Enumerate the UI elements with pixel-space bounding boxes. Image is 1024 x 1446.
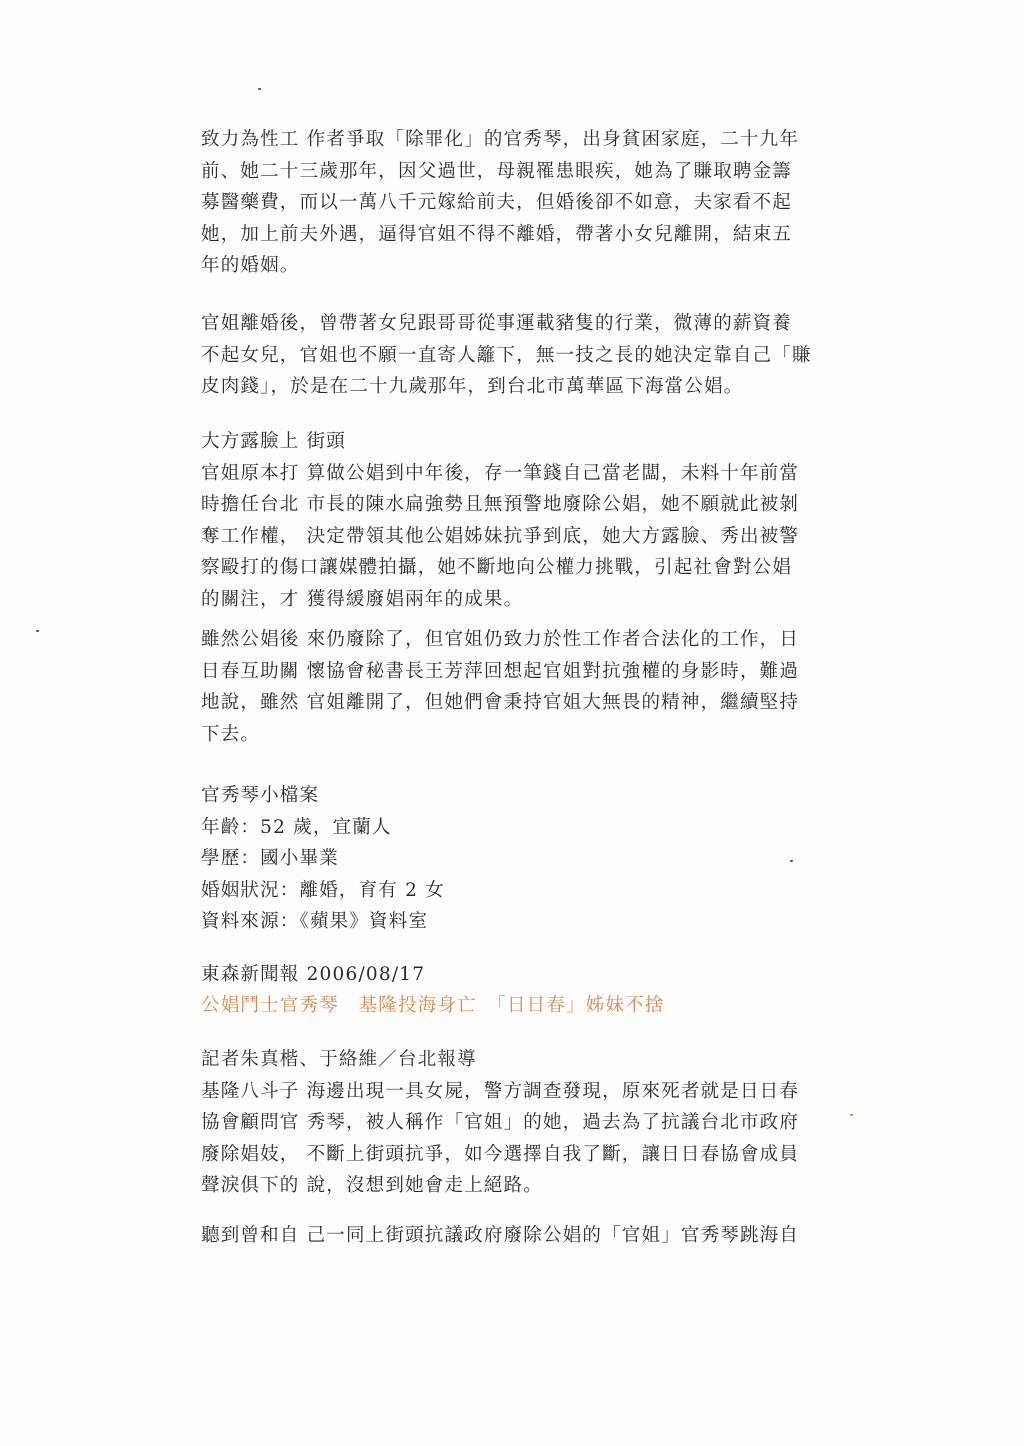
profile-marital-status: 婚姻狀況：離婚，育有 2 女 [201,879,445,901]
text-line: 廢除娼妓， 不斷上街頭抗爭，如今選擇自我了斷，讓日日春協會成員 [201,1143,800,1165]
text-line: 察毆打的傷口讓媒體拍攝，她不斷地向公權力挑戰，引起社會對公娼 [201,557,793,578]
text-line: 的關注，才 獲得緩廢娼兩年的成果。 [201,588,524,610]
text-line: 致力為性工 作者爭取「除罪化」的官秀琴，出身貧困家庭，二十九年 [201,129,800,150]
profile-source: 資料來源：《蘋果》資料室 [201,911,429,932]
paragraph-text [201,624,821,750]
text-line: 地說，雖然 官姐離開了，但她們會秉持官姐大無畏的精神，繼續堅持 [201,692,800,713]
scan-speck [258,88,261,90]
text-line: 下去。 [201,723,261,745]
article-headline [201,990,821,1022]
text-line: 前、她二十三歲那年，因父過世，母親罹患眼疾，她為了賺取聘金籌 [201,160,793,182]
text-line: 官姐離婚後，曾帶著女兒跟哥哥從事運載豬隻的行業，微薄的薪資養 [201,313,793,334]
profile-education: 學歷：國小畢業 [201,848,339,869]
paragraph-text [201,959,821,991]
profile-title: 官秀琴小檔案 [201,785,320,806]
text-line: 皮肉錢」，於是在二十九歲那年，到台北市萬華區下海當公娼。 [201,376,744,397]
text-line: 協會顧問官 秀琴，被人稱作「官姐」的她，過去為了抗議台北市政府 [201,1112,800,1133]
scan-speck [36,630,39,632]
paragraph-text [201,124,821,282]
paragraph-text [201,426,821,615]
paragraph-4 [201,624,821,750]
source-dateline [201,959,821,991]
profile-age: 年齡：52 歲，宜蘭人 [201,816,392,838]
text-line: 官姐原本打 算做公娼到中年後，存一筆錢自己當老闆，未料十年前當 [201,462,800,484]
profile-section [201,780,821,938]
text-line: 不起女兒，官姐也不願一直寄人籬下，無一技之長的她決定靠自己「賺 [201,344,812,366]
text-line: 時擔任台北 市長的陳水扁強勢且無預警地廢除公娼，她不願就此被剝 [201,494,800,515]
text-line: 奪工作權， 決定帶領其他公娼姊妹抗爭到底，她大方露臉、秀出被警 [201,525,800,547]
headline-text: 公娼鬥士官秀琴 基隆投海身亡 「日日春」姊妹不捨 [201,995,665,1016]
text-line: 年的婚姻。 [201,255,300,276]
dateline: 東森新聞報 2006/08/17 [201,964,426,985]
paragraph-text [201,1044,821,1202]
section-heading: 大方露臉上 街頭 [201,431,346,452]
text-line: 日春互助關 懷協會秘書長王芳萍回想起官姐對抗強權的身影時，難過 [201,660,800,682]
paragraph-text [201,1220,821,1252]
paragraph-2 [201,308,821,403]
text-line: 雖然公娼後 來仍廢除了，但官姐仍致力於性工作者合法化的工作，日 [201,629,800,650]
paragraph-8 [201,1220,821,1252]
text-line: 聽到曾和自 己一同上街頭抗議政府廢除公娼的「官姐」官秀琴跳海自 [201,1225,800,1246]
paragraph-text [201,780,821,938]
paragraph-1 [201,124,821,282]
paragraph-7 [201,1044,821,1202]
scan-speck [850,1114,853,1116]
text-line: 募醫藥費，而以一萬八千元嫁給前夫，但婚後卻不如意，夫家看不起 [201,192,793,213]
byline: 記者朱真楷、于絡維／台北報導 [201,1049,477,1070]
text-line: 聲淚俱下的 說，沒想到她會走上絕路。 [201,1175,543,1196]
paragraph-text [201,308,821,403]
text-line: 她，加上前夫外遇，逼得官姐不得不離婚，帶著小女兒離開，結束五 [201,223,793,245]
text-line: 基隆八斗子 海邊出現一具女屍，警方調查發現，原來死者就是日日春 [201,1080,800,1102]
paragraph-3 [201,426,821,615]
